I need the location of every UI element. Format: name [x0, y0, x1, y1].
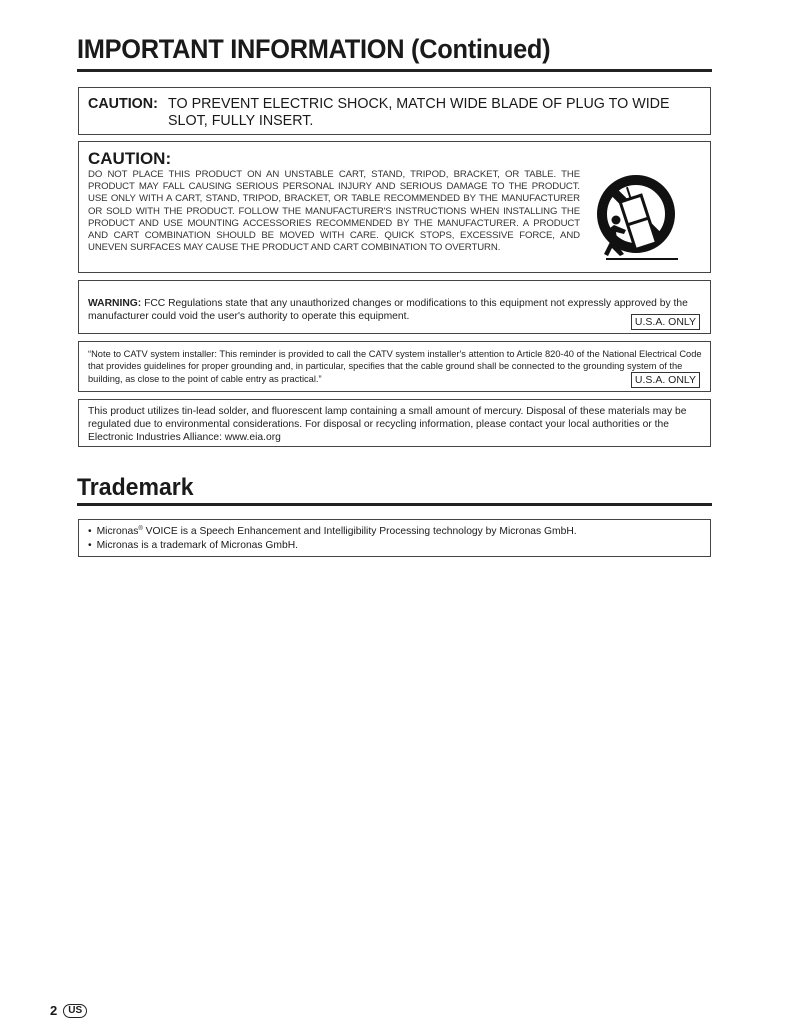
- region-badge: US: [63, 1004, 87, 1018]
- page-number: 2: [50, 1003, 58, 1018]
- cart-tip-over-warning-icon: [596, 170, 680, 268]
- usa-only-tag: U.S.A. ONLY: [631, 314, 700, 330]
- caution-label: CAUTION:: [88, 96, 158, 112]
- caution-cart-text: DO NOT PLACE THIS PRODUCT ON AN UNSTABLE CART, STAND, TRIPOD, BRACKET, OR TABLE. THE PRODUCT MAY FALL CAUSING SERIOUS PERSONAL INJURY AND SERIOUS DAMAGE TO THE PRODUCT. USE ONLY WITH A CART, STAND, TRIPOD, BRACKET, OR TABLE RECOMMENDED BY THE MANUFACTURER OR SOLD WITH THE PRODUCT. FOLLOW THE MANUFACTURER'S INSTRUCTIONS WHEN INSTALLING THE PRODUCT AND USE MOUNTING ACCESSORIES RECOMMENDED BY THE MANUFACTURER. A PRODUCT AND CART COMBINATION SHOULD BE MOVED WITH CARE. QUICK STOPS, EXCESSIVE FORCE, AND UNEVEN SURFACES MAY CAUSE THE PRODUCT AND CART COMBINATION TO OVERTURN.: [88, 169, 580, 254]
- trademark-rule: [77, 503, 712, 506]
- trademark-item: • Micronas® VOICE is a Speech Enhancement and Intelligibility Processing technology by Micronas GmbH.: [88, 525, 577, 539]
- caution-text: TO PREVENT ELECTRIC SHOCK, MATCH WIDE BLADE OF PLUG TO WIDE SLOT, FULLY INSERT.: [168, 96, 670, 129]
- catv-note-text: “Note to CATV system installer: This reminder is provided to call the CATV system installer's attention to Article 820-40 of the National Electrical Code that provides guidelines for proper grounding and, in particular, specifies that the cable ground shall be connected to the grounding system of the building, as close to the point of cable entry as practical.”: [88, 349, 702, 384]
- usa-only-tag: U.S.A. ONLY: [631, 372, 700, 388]
- warning-label: WARNING:: [88, 298, 142, 309]
- title-rule: [77, 69, 712, 72]
- caution-plug-box: [78, 87, 711, 135]
- caution-title: CAUTION:: [88, 149, 172, 168]
- trademark-box: [78, 519, 711, 557]
- caution-cart-box: [78, 141, 711, 273]
- page-footer: [50, 1003, 87, 1018]
- fcc-warning-box: [78, 280, 711, 334]
- catv-note-box: [78, 341, 711, 392]
- page-title: IMPORTANT INFORMATION (Continued): [77, 34, 551, 64]
- trademark-title: Trademark: [77, 474, 194, 501]
- trademark-list: [88, 525, 577, 552]
- disposal-box: [78, 399, 711, 447]
- warning-body: FCC Regulations state that any unauthorized changes or modifications to this equipment not expressly approved by the manufacturer could void the user's authority to operate this equipment.: [88, 298, 688, 323]
- trademark-item: • Micronas is a trademark of Micronas GmbH.: [88, 539, 577, 553]
- disposal-text: This product utilizes tin-lead solder, and fluorescent lamp containing a small amount of mercury. Disposal of these materials may be regulated due to environmental considerations. For disposal or recycling information, please contact your local authorities or the Electronic Industries Alliance: www.eia.org: [88, 406, 687, 444]
- fcc-warning-text: [88, 297, 688, 323]
